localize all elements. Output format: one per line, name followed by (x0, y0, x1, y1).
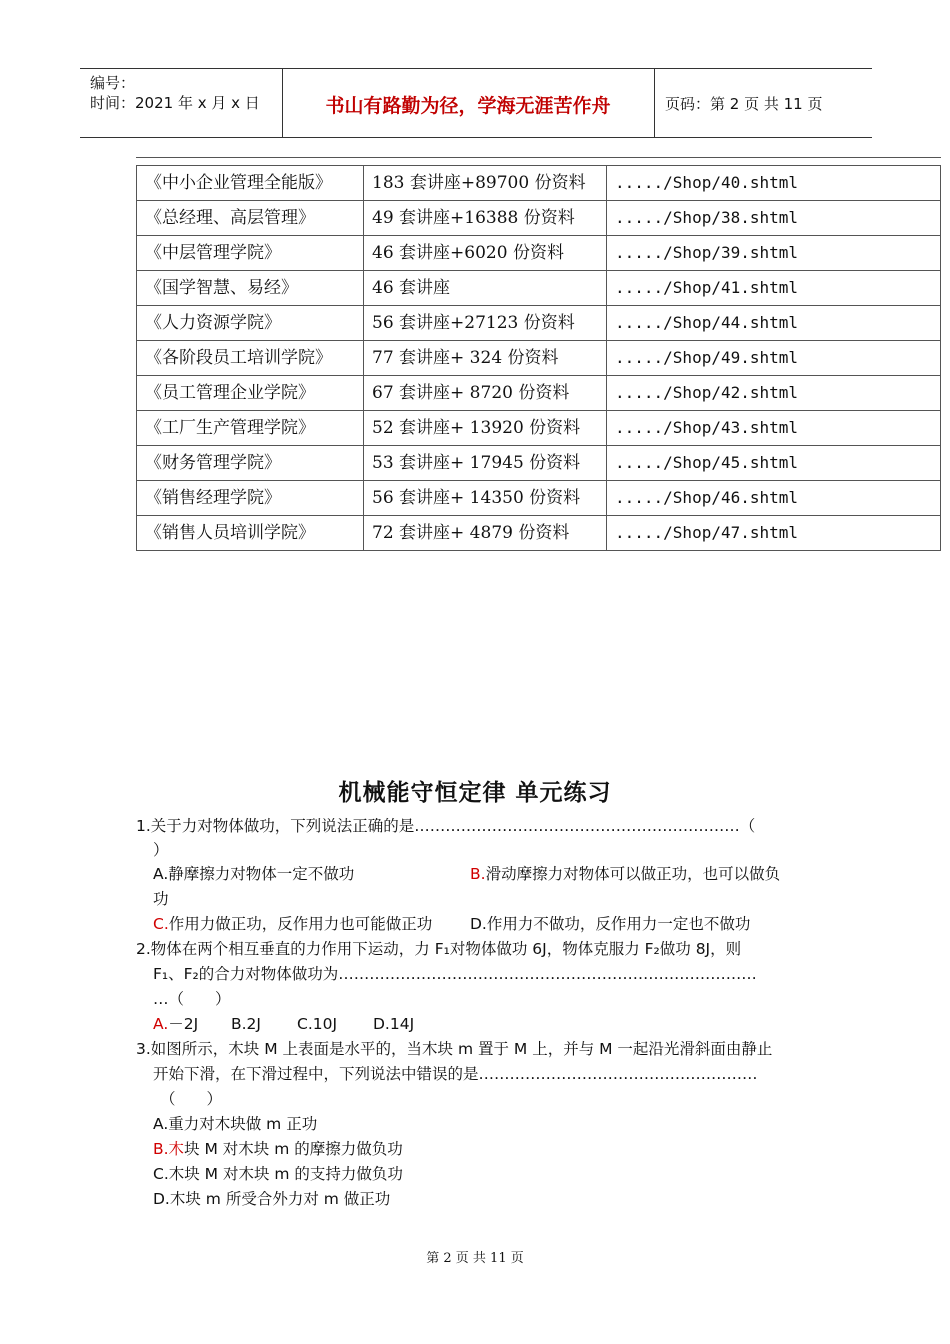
q1-option-b-text: 滑动摩擦力对物体可以做正功，也可以做负 (485, 865, 781, 883)
q3-option-b-marked: B.木 (153, 1140, 185, 1158)
catalog-content-cell-text: 46 套讲座 (372, 278, 451, 298)
q1-option-b (470, 862, 780, 886)
catalog-content-cell (364, 446, 607, 481)
table-row (137, 306, 941, 341)
catalog-name-cell-text: 《员工管理企业学院》 (145, 383, 315, 403)
catalog-content-cell (364, 306, 607, 341)
q3-option-b-text: 块 M 对木块 m 的摩擦力做负功 (184, 1140, 403, 1158)
catalog-table (136, 165, 941, 551)
catalog-link-cell-text: ...../Shop/46.shtml (615, 488, 799, 507)
table-top-rule (136, 157, 941, 158)
question-3-line-3: （ ） (160, 1090, 223, 1108)
catalog-name-cell (137, 481, 364, 516)
catalog-link-cell-text: ...../Shop/49.shtml (615, 348, 799, 367)
catalog-name-cell (137, 201, 364, 236)
catalog-link-cell (607, 341, 941, 376)
catalog-table-body (137, 166, 941, 551)
catalog-link-cell-text: ...../Shop/47.shtml (615, 523, 799, 542)
number-label: 编号： (90, 74, 136, 92)
header-page-info: 页码：第 2 页 共 11 页 (665, 95, 823, 113)
catalog-content-cell-text: 53 套讲座+ 17945 份资料 (372, 453, 581, 473)
catalog-link-cell (607, 166, 941, 201)
table-row (137, 201, 941, 236)
catalog-content-cell-text: 72 套讲座+ 4879 份资料 (372, 523, 570, 543)
time-label: 时间：2021 年 x 月 x 日 (90, 94, 260, 112)
catalog-content-cell (364, 341, 607, 376)
q2-option-c: C.10J (297, 1015, 338, 1033)
catalog-link-cell (607, 376, 941, 411)
page-footer: 第 2 页 共 11 页 (426, 1251, 524, 1266)
catalog-content-cell-text: 56 套讲座+ 14350 份资料 (372, 488, 581, 508)
catalog-link-cell (607, 411, 941, 446)
catalog-link-cell-text: ...../Shop/42.shtml (615, 383, 799, 402)
catalog-content-cell (364, 271, 607, 306)
catalog-link-cell-text: ...../Shop/39.shtml (615, 243, 799, 262)
catalog-content-cell-text: 77 套讲座+ 324 份资料 (372, 348, 559, 368)
table-row (137, 516, 941, 551)
q2-option-a-text: －2J (168, 1015, 199, 1033)
catalog-link-cell (607, 516, 941, 551)
q1-option-d: D.作用力不做功，反作用力一定也不做功 (470, 915, 751, 933)
catalog-link-cell (607, 481, 941, 516)
catalog-name-cell (137, 446, 364, 481)
page-header (80, 68, 872, 138)
catalog-content-cell-text: 67 套讲座+ 8720 份资料 (372, 383, 570, 403)
q3-option-d: D.木块 m 所受合外力对 m 做正功 (153, 1190, 391, 1208)
q3-option-b (153, 1137, 403, 1161)
catalog-name-cell (137, 411, 364, 446)
table-row (137, 411, 941, 446)
catalog-link-cell-text: ...../Shop/41.shtml (615, 278, 799, 297)
catalog-content-cell (364, 201, 607, 236)
catalog-link-cell (607, 271, 941, 306)
catalog-content-cell-text: 56 套讲座+27123 份资料 (372, 313, 575, 333)
question-3-line-2: 开始下滑，在下滑过程中，下列说法中错误的是……………………………………………… (153, 1065, 758, 1083)
catalog-link-cell (607, 236, 941, 271)
table-row (137, 376, 941, 411)
question-1-stem: 1.关于力对物体做功，下列说法正确的是………………………………………………………（ (136, 817, 756, 835)
question-1-stem-end: ） (153, 841, 169, 859)
header-meta (90, 73, 260, 113)
catalog-name-cell-text: 《销售人员培训学院》 (145, 523, 315, 543)
q1-option-c-text: 作用力做正功，反作用力也可能做正功 (168, 915, 433, 933)
q3-option-a: A.重力对木块做 m 正功 (153, 1115, 318, 1133)
q1-option-b-continued: 功 (153, 890, 169, 908)
catalog-name-cell (137, 236, 364, 271)
catalog-content-cell (364, 376, 607, 411)
catalog-name-cell-text: 《总经理、高层管理》 (145, 208, 315, 228)
catalog-content-cell (364, 411, 607, 446)
catalog-content-cell-text: 183 套讲座+89700 份资料 (372, 173, 586, 193)
catalog-name-cell (137, 166, 364, 201)
catalog-content-cell (364, 481, 607, 516)
question-2-line-1: 2.物体在两个相互垂直的力作用下运动，力 F₁对物体做功 6J，物体克服力 F₂做功 8J，则 (136, 940, 742, 958)
table-row (137, 271, 941, 306)
table-row (137, 236, 941, 271)
catalog-name-cell-text: 《中小企业管理全能版》 (145, 173, 332, 193)
catalog-link-cell (607, 201, 941, 236)
q2-option-b: B.2J (231, 1015, 261, 1033)
catalog-name-cell-text: 《中层管理学院》 (145, 243, 281, 263)
table-row (137, 481, 941, 516)
catalog-link-cell (607, 306, 941, 341)
catalog-name-cell (137, 341, 364, 376)
q1-option-b-letter: B. (470, 865, 486, 883)
table-row (137, 341, 941, 376)
catalog-link-cell-text: ...../Shop/43.shtml (615, 418, 799, 437)
exercise-title: 机械能守恒定律 单元练习 (338, 780, 612, 806)
catalog-name-cell (137, 376, 364, 411)
header-divider (654, 69, 655, 137)
question-2-line-2: F₁、F₂的合力对物体做功为……………………………………………………………………… (153, 965, 757, 983)
catalog-name-cell-text: 《财务管理学院》 (145, 453, 281, 473)
catalog-link-cell-text: ...../Shop/44.shtml (615, 313, 799, 332)
header-motto: 书山有路勤为径，学海无涯苦作舟 (325, 95, 611, 117)
table-row (137, 166, 941, 201)
catalog-name-cell (137, 516, 364, 551)
catalog-content-cell (364, 166, 607, 201)
catalog-content-cell-text: 52 套讲座+ 13920 份资料 (372, 418, 581, 438)
catalog-name-cell-text: 《各阶段员工培训学院》 (145, 348, 332, 368)
catalog-link-cell (607, 446, 941, 481)
q3-option-c: C.木块 M 对木块 m 的支持力做负功 (153, 1165, 403, 1183)
q2-option-d: D.14J (373, 1015, 415, 1033)
catalog-content-cell-text: 49 套讲座+16388 份资料 (372, 208, 575, 228)
catalog-name-cell-text: 《工厂生产管理学院》 (145, 418, 315, 438)
header-divider (282, 69, 283, 137)
q1-option-c (153, 912, 432, 936)
q1-option-c-letter: C. (153, 915, 169, 933)
catalog-name-cell-text: 《人力资源学院》 (145, 313, 281, 333)
catalog-link-cell-text: ...../Shop/45.shtml (615, 453, 799, 472)
catalog-link-cell-text: ...../Shop/40.shtml (615, 173, 799, 192)
question-3-line-1: 3.如图所示，木块 M 上表面是水平的，当木块 m 置于 M 上，并与 M 一起沿光滑斜面由静止 (136, 1040, 773, 1058)
catalog-name-cell-text: 《销售经理学院》 (145, 488, 281, 508)
catalog-link-cell-text: ...../Shop/38.shtml (615, 208, 799, 227)
catalog-name-cell-text: 《国学智慧、易经》 (145, 278, 298, 298)
catalog-name-cell (137, 271, 364, 306)
catalog-content-cell (364, 236, 607, 271)
q2-option-a-letter: A. (153, 1015, 169, 1033)
catalog-name-cell (137, 306, 364, 341)
table-row (137, 446, 941, 481)
q2-option-a (153, 1012, 198, 1036)
catalog-content-cell-text: 46 套讲座+6020 份资料 (372, 243, 564, 263)
q1-option-a: A.静摩擦力对物体一定不做功 (153, 865, 355, 883)
question-2-line-3: …（ ） (153, 990, 231, 1008)
catalog-content-cell (364, 516, 607, 551)
